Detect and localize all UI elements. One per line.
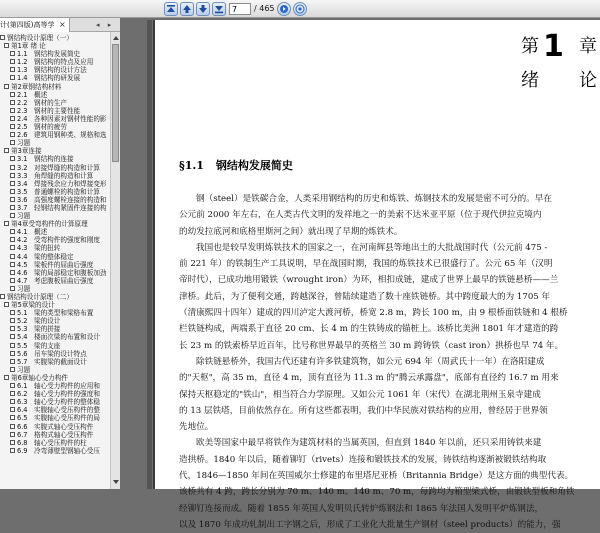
bookmark-page-icon [10, 92, 15, 97]
bookmark-page-icon [10, 140, 15, 145]
bookmark-item[interactable] [0, 74, 110, 82]
bookmark-page-icon [10, 213, 15, 218]
bookmark-number: 2.1 [17, 90, 28, 99]
bookmark-number: 5.6 [17, 349, 28, 358]
bookmark-label: 习题 [17, 139, 31, 148]
bookmark-label: 钢结构设计原理（二） [7, 293, 73, 301]
bookmark-label: 梁的整体稳定 [34, 252, 74, 261]
bookmark-item[interactable] [0, 269, 110, 277]
bookmark-number: 6.5 [17, 414, 28, 423]
last-page-icon[interactable] [212, 2, 226, 16]
bookmark-number: 6.4 [17, 406, 28, 415]
body-line: 栏铁链构成，两端系于直径 20 cm、长 4 m 的生铁铸成的锚桩上。该桥比美洲 1801 年才建造的跨 [179, 324, 559, 335]
bookmark-page-icon [4, 302, 9, 307]
bookmark-label: 建筑用钢种类、规格和选 [34, 131, 107, 140]
bookmark-label: 考虑腹板屈曲后强度 [34, 276, 94, 285]
body-line: 公元前 2000 年左右，在人类古代文明的发祥地之一的美索不达米亚平原（位于现代伊拉克境内 [179, 210, 542, 221]
bookmark-page-icon [4, 43, 9, 48]
bookmark-number: 1.2 [17, 58, 28, 67]
bookmark-page-icon [10, 116, 15, 121]
section-title: 钢结构发展简史 [215, 159, 293, 172]
bookmark-page-icon [10, 270, 15, 275]
bookmark-item[interactable] [0, 285, 110, 293]
chapter-title-first: 绪 [521, 70, 539, 91]
bookmark-page-icon [10, 124, 15, 129]
body-line: 我国也是较早发明炼铁技术的国家之一，在河南辉县等地出土的大批战国时代（公元前 475 - [196, 242, 548, 253]
bookmark-page-icon [10, 326, 15, 331]
page-shadow [147, 20, 152, 489]
bookmark-label: 梁的类型和梁格布置 [34, 309, 94, 318]
body-line: （清康熙四十四年）建成的四川泸定大渡河桥，桥宽 2.8 m，跨长 100 m，由 9 根桥面铁链和 4 根桥 [179, 308, 568, 319]
next-page-icon[interactable] [196, 2, 210, 16]
bookmark-item[interactable] [0, 423, 110, 431]
body-line: 津桥。此后，为了便利交通，跨越深谷，曾陆续建造了数十座铁链桥。其中跨度最大的为 1705 年 [179, 291, 551, 302]
bookmark-number: 2.5 [17, 123, 28, 132]
bookmark-number: 1.4 [17, 74, 28, 83]
bookmark-number: 3.1 [17, 155, 28, 164]
bookmark-item[interactable] [0, 42, 110, 50]
bookmark-number: 6.6 [17, 422, 28, 431]
bookmark-label: 吊车梁的设计特点 [34, 349, 87, 358]
bookmark-number: 4.6 [17, 268, 28, 277]
bookmark-label: 习题 [17, 212, 31, 221]
bookmark-page-icon [10, 229, 15, 234]
body-line: 造拱桥。1840 年以后，随着铆钉（rivets）连接和锻铁技术的发展，铸铁结构逐渐被锻铁结构取 [179, 454, 547, 465]
body-line: 的幼发拉底河和底格里斯河之间）就出现了早期的炼铁术。 [179, 226, 403, 237]
body-line: 经铆钉连接而成。随着 1855 年英国人发明贝氏转炉炼钢法和 1865 年法国人发明平炉炼钢法， [179, 503, 544, 514]
bookmark-page-icon [10, 399, 15, 404]
bookmark-scrollbar[interactable] [110, 32, 120, 489]
prev-page-icon[interactable] [180, 2, 194, 16]
bookmark-page-icon [0, 294, 5, 299]
bookmark-page-icon [10, 189, 15, 194]
bookmark-label: 角焊缝的构造和计算 [34, 171, 94, 180]
bookmark-item[interactable] [0, 188, 110, 196]
bookmark-number: 3.7 [17, 203, 28, 212]
bookmark-item[interactable] [0, 180, 110, 188]
bookmark-label: 轻钢结构紧固件连接的构 [34, 203, 107, 212]
bookmark-item[interactable] [0, 172, 110, 180]
body-line: 长 23 m 的铁索桥早近百年，比号称世界最早的英格兰 30 m 跨铸铁（cast iron）拱桥也早 74 年。 [179, 340, 564, 351]
bookmark-number: 4.5 [17, 260, 28, 269]
bookmark-item[interactable] [0, 115, 110, 123]
bookmark-number: 5.2 [17, 317, 28, 326]
bookmark-item[interactable] [0, 261, 110, 269]
bookmark-page-icon [10, 59, 15, 64]
zoom-icon[interactable] [293, 2, 307, 16]
document-viewer[interactable] [120, 18, 600, 530]
bookmark-number: 6.3 [17, 398, 28, 407]
bookmark-item[interactable] [0, 439, 110, 447]
bookmark-label: 钢材的主要性能 [34, 106, 81, 115]
bookmark-item[interactable] [0, 293, 110, 301]
bookmark-page-icon [10, 245, 15, 250]
bookmark-number: 5.5 [17, 341, 28, 350]
bookmark-page-icon [10, 351, 15, 356]
go-icon[interactable] [277, 2, 291, 16]
bookmark-page-icon [10, 367, 15, 372]
bookmark-label: 受弯构件的强度和刚度 [34, 236, 100, 245]
section-heading [179, 159, 305, 173]
bookmark-item[interactable] [0, 131, 110, 139]
bookmark-page-icon [4, 221, 9, 226]
bookmark-label: 冷弯薄壁型钢轴心受压 [34, 446, 100, 455]
bookmark-page-icon [10, 132, 15, 137]
bookmark-label: 钢结构的特点及应用 [34, 58, 94, 67]
bookmark-page-icon [10, 432, 15, 437]
bookmark-item[interactable] [0, 107, 110, 115]
bookmark-page-icon [10, 310, 15, 315]
bookmark-item[interactable] [0, 123, 110, 131]
bookmark-label: 第5章梁的设计 [11, 301, 55, 310]
bookmark-label: 实腹轴心受压构件的局 [34, 414, 100, 423]
bookmark-label: 第4章受弯构件的计算原理 [11, 220, 88, 229]
bookmark-item[interactable] [0, 277, 110, 285]
bookmark-label: 钢结构设计原理（一） [7, 34, 73, 42]
bookmark-label: 梁的扭转 [34, 244, 61, 253]
body-line: 欧美等国家中最早将铁作为建筑材料的当属英国，但直到 1840 年以前，还只采用铸铁来建 [196, 438, 542, 449]
bookmark-item[interactable] [0, 390, 110, 398]
bookmark-number: 2.4 [17, 114, 28, 123]
bookmark-item[interactable] [0, 382, 110, 390]
bookmark-number: 3.2 [17, 163, 28, 172]
body-line: 以及 1870 年成功轧制出工字钢之后，形成了工业化大批量生产钢材（steel products）的能力，强 [179, 519, 561, 530]
bookmark-label: 轴心受力构件的整体稳 [34, 398, 100, 407]
bookmark-page-icon [10, 181, 15, 186]
bookmark-number: 6.7 [17, 430, 28, 439]
bookmark-number: 6.9 [17, 446, 28, 455]
bookmark-item[interactable] [0, 155, 110, 163]
bookmark-page-icon [4, 375, 9, 380]
bookmark-page-icon [10, 262, 15, 267]
bookmark-number: 6.1 [17, 382, 28, 391]
bookmark-number: 4.4 [17, 252, 28, 261]
page-total-label: / 465 [254, 4, 275, 13]
bookmark-number: 5.3 [17, 325, 28, 334]
chapter-suffix: 章 [579, 36, 597, 57]
bookmark-page-icon [10, 51, 15, 56]
bookmark-page-icon [10, 318, 15, 323]
chapter-title-second: 论 [579, 70, 597, 91]
bookmark-label: 钢材的疲劳 [34, 123, 67, 132]
bookmark-number: 3.3 [17, 171, 28, 180]
bookmark-page-icon [4, 84, 9, 89]
bookmark-number: 4.2 [17, 236, 28, 245]
body-line: 除铁链悬桥外，我国古代还建有许多铁建筑物，如公元 694 年（周武氏十一年）在洛阳建成 [196, 356, 545, 367]
bookmark-label: 焊接残余应力和焊接变形 [34, 179, 107, 188]
page-number-input[interactable] [229, 3, 251, 15]
tab-scroll-arrows-icon[interactable]: ◂ ▸ [96, 21, 115, 29]
scrollbar-thumb[interactable] [112, 44, 119, 162]
scroll-up-icon[interactable] [113, 36, 119, 40]
bookmark-label: 第6章轴心受力构件 [11, 373, 68, 382]
bookmark-item[interactable] [0, 83, 110, 91]
bookmark-page-icon [10, 448, 15, 453]
bookmark-item[interactable] [0, 220, 110, 228]
bookmark-number: 6.8 [17, 438, 28, 447]
bookmark-page-icon [10, 383, 15, 388]
bookmark-page-icon [10, 334, 15, 339]
bookmark-label: 第3章连接 [11, 147, 42, 156]
document-tab-title: 计(第四版)高等学 [0, 21, 55, 29]
bookmark-item[interactable] [0, 196, 110, 204]
bookmark-label: 高强度螺栓连接的构造和 [34, 195, 107, 204]
bookmark-page-icon [10, 165, 15, 170]
scroll-down-icon[interactable] [113, 480, 119, 484]
bookmark-page-icon [10, 197, 15, 202]
bookmark-label: 轴心受压构件的柱 [34, 438, 87, 447]
body-line: 的"天枢"，高 35 m，直径 4 m，顶有直径为 11.3 m 的"腾云承露盘"，底部有直径约 16.7 m 用来 [179, 373, 559, 384]
bookmark-item[interactable] [0, 99, 110, 107]
bookmark-page-icon [10, 254, 15, 259]
bookmark-label: 对接焊缝的构造和计算 [34, 163, 100, 172]
bookmark-item[interactable] [0, 374, 110, 382]
bookmark-label: 习题 [17, 284, 31, 293]
bookmark-item[interactable] [0, 301, 110, 309]
bookmark-label: 钢结构的连接 [34, 155, 74, 164]
bookmark-item[interactable] [0, 358, 110, 366]
bookmark-item[interactable] [0, 253, 110, 261]
bookmark-label: 钢结构的研发展 [34, 74, 81, 83]
bookmark-page-icon [0, 35, 5, 40]
bookmark-item[interactable] [0, 366, 110, 374]
bookmark-label: 普通螺栓的构造和计算 [34, 187, 100, 196]
bookmark-label: 钢材的生产 [34, 98, 67, 107]
bookmark-page-icon [4, 148, 9, 153]
body-line: 保持天枢稳定的"铁山"，相当符合力学原理。又如公元 1061 年（宋代）在湖北荆州玉泉寺建成 [179, 389, 541, 400]
bookmark-page-icon [10, 415, 15, 420]
bookmark-page-icon [10, 391, 15, 396]
bookmark-page-icon [10, 156, 15, 161]
bookmark-panel [0, 18, 120, 489]
bookmark-item[interactable] [0, 164, 110, 172]
bookmark-page-icon [10, 343, 15, 348]
bookmark-page-icon [10, 100, 15, 105]
bookmark-label: 各种因素对钢材性能的影 [34, 114, 107, 123]
toolbar [0, 0, 600, 18]
close-tab-icon[interactable]: × [59, 20, 66, 29]
bookmark-item[interactable] [0, 431, 110, 439]
bookmark-label: 实腹轴心受压构件的整 [34, 406, 100, 415]
bookmark-page-icon [10, 108, 15, 113]
body-line: 帝时代），已成功地用锻铁（wrought iron）为环，相扣成链，建成了世界上最早的铁链悬桥——兰 [179, 275, 559, 286]
bookmark-label: 梁的局部稳定和腹板加劲 [34, 268, 107, 277]
bookmark-page-icon [10, 286, 15, 291]
bookmark-number: 5.1 [17, 309, 28, 318]
bookmark-page-icon [10, 205, 15, 210]
bookmark-number: 2.2 [17, 98, 28, 107]
bookmark-number: 3.6 [17, 195, 28, 204]
bookmark-label: 梁的拼接 [34, 325, 61, 334]
bookmark-item[interactable] [0, 244, 110, 252]
bookmark-number: 1.1 [17, 50, 28, 59]
bookmark-page-icon [10, 75, 15, 80]
bookmark-number: 1.3 [17, 66, 28, 75]
bookmark-label: 梁的支座 [34, 341, 61, 350]
bookmark-label: 钢结构发展简史 [34, 50, 81, 59]
body-line: 的 13 层铁塔，目前依然存在。所有这些都表明，我们中华民族对铁结构的应用，曾经居于世界领 [179, 405, 548, 416]
document-tab-strip [0, 18, 120, 32]
bookmark-label: 楼面次梁的布置和设计 [34, 333, 100, 342]
body-line: 钢（steel）是铁碳合金，人类采用钢结构的历史和炼铁、炼钢技术的发展是密不可分的。早在 [196, 194, 552, 204]
bookmark-item[interactable] [0, 91, 110, 99]
bookmark-page-icon [10, 173, 15, 178]
body-line: 前 221 年）的铁制生产工具说明，早在战国时期，我国的炼铁技术已很盛行了。公元 65 年（汉明 [179, 259, 553, 270]
first-page-icon[interactable] [164, 2, 178, 16]
bookmark-label: 习题 [17, 365, 31, 374]
bookmark-label: 概述 [34, 228, 48, 237]
bookmark-item[interactable] [0, 34, 110, 42]
bookmark-label: 梁的设计 [34, 317, 61, 326]
bookmark-number: 3.4 [17, 179, 28, 188]
bookmark-number: 6.2 [17, 390, 28, 399]
bookmark-label: 钢结构的设计方法 [34, 66, 87, 75]
bookmark-label: 概述 [34, 90, 48, 99]
bookmark-label: 格构式轴心受压构件 [34, 430, 94, 439]
bookmark-number: 5.4 [17, 333, 28, 342]
bookmark-label: 第2章钢结构材料 [11, 82, 62, 91]
chapter-prefix: 第 [521, 36, 539, 57]
bookmark-label: 轴心受力构件的应用和 [34, 382, 100, 391]
body-line: 先地位。 [179, 422, 214, 433]
bookmark-item[interactable] [0, 447, 110, 455]
bookmark-page-icon [10, 407, 15, 412]
bookmark-page-icon [10, 424, 15, 429]
bookmark-page-icon [10, 278, 15, 283]
bookmark-number: 3.5 [17, 187, 28, 196]
bookmark-page-icon [10, 440, 15, 445]
bookmark-number: 4.7 [17, 276, 28, 285]
chapter-number: 1 [543, 29, 564, 64]
bookmark-number: 4.3 [17, 244, 28, 253]
bookmark-label: 梁板件的屈曲后强度 [34, 260, 94, 269]
body-line: 该桥共有 4 跨，跨长分别为 70 m、140 m、140 m、70 m，每跨均为箱型梁式桥，由锻铁型板和角铁 [179, 487, 575, 498]
bookmark-page-icon [10, 359, 15, 364]
bookmark-page-icon [10, 237, 15, 242]
bookmark-item[interactable] [0, 204, 110, 212]
bookmark-item[interactable] [0, 350, 110, 358]
bookmark-label: 轴心受力构件的强度和 [34, 390, 100, 399]
bookmark-item[interactable] [0, 342, 110, 350]
body-text [179, 191, 599, 533]
bookmark-number: 2.3 [17, 106, 28, 115]
bookmark-number: 5.7 [17, 357, 28, 366]
section-number: §1.1 [179, 159, 204, 172]
pdf-page [153, 20, 600, 530]
body-line: 代，1846—1850 年间在英国威尔士修建的布里塔尼亚桥（Britannia Bridge）是这方面的典型代表。 [179, 471, 574, 482]
bookmark-number: 2.6 [17, 131, 28, 140]
bookmark-item[interactable] [0, 414, 110, 422]
bookmark-label: 第1章 绪 论 [11, 42, 46, 51]
bookmark-item[interactable] [0, 212, 110, 220]
bookmark-label: 实腹梁的截面设计 [34, 357, 87, 366]
bookmark-number: 4.1 [17, 228, 28, 237]
bookmark-tree [0, 34, 110, 489]
bookmark-item[interactable] [0, 333, 110, 341]
bookmark-label: 实腹式轴心受压构件 [34, 422, 94, 431]
bookmark-page-icon [10, 67, 15, 72]
